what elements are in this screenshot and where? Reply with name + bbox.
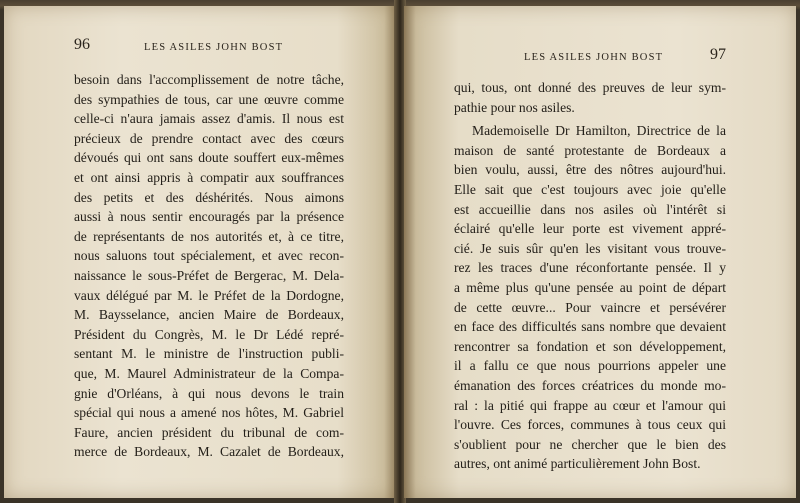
text-line: a même plus qu'une pensée au point de départ <box>454 279 726 295</box>
body-text <box>454 78 726 474</box>
text-line: cié. Je suis sûr qu'en les visitant vous trouve- <box>454 240 726 256</box>
text-line: ral : la pitié qui frappe au cœur et l'amour qui <box>454 397 726 413</box>
text-line: autres, ont animé particulièrement John Bost. <box>454 456 701 472</box>
text-line: sentant M. le ministre de l'instruction publi- <box>74 346 344 362</box>
text-line: des sympathies de tous, car une œuvre comme <box>74 91 344 107</box>
text-line: l'ouvre. Ces forces, communes à tous ceux qui <box>454 417 726 433</box>
text-line: de cette œuvre... Pour vaincre et persévérer <box>454 299 726 315</box>
text-line: nous saluons tout spécialement, et avec recon- <box>74 248 344 264</box>
text-line: Elle sait que c'est toujours avec joie qu'elle <box>454 181 726 197</box>
text-line: rez les traces d'une réconfortante pensée. Il y <box>454 260 726 276</box>
text-line: de représentants de nos autorités et, à ce titre, <box>74 228 344 244</box>
text-line: que, M. Maurel Administrateur de la Compa- <box>74 365 344 381</box>
text-line: Président du Congrès, M. le Dr Lédé repré- <box>74 326 344 342</box>
text-line: est accueillie dans nos asiles où l'intérêt si <box>454 201 726 217</box>
text-line: aussi à nous sentir encouragés par la présence <box>74 209 344 225</box>
text-line: naissance le sous-Préfet de Bergerac, M. Dela- <box>74 267 344 283</box>
running-head: LES ASILES JOHN BOST <box>144 42 284 53</box>
text-line: en face des difficultés sans nombre que devaient <box>454 319 726 335</box>
text-line: et ont ainsi appris à compatir aux souffrances <box>74 169 344 185</box>
text-line: émanation des forces créatrices du monde mo- <box>454 377 726 393</box>
text-line: dévoués qui ont sans doute souffert eux-mêmes <box>74 150 344 166</box>
text-line: Mademoiselle Dr Hamilton, Directrice de la <box>472 123 726 139</box>
text-line: qui, tous, ont donné des preuves de leur sym- <box>454 80 726 95</box>
text-line: rencontrer sa fondation et son développement, <box>454 338 726 354</box>
text-line: M. Baysselance, ancien Maire de Bordeaux, <box>74 307 344 323</box>
text-line: des petits et des déshérités. Nous aimons <box>74 189 344 205</box>
right-page <box>404 6 796 498</box>
text-line: vaux délégué par M. le Préfet de la Dordogne, <box>74 287 344 303</box>
page-number: 96 <box>74 36 90 53</box>
text-line: pathie pour nos asiles. <box>454 99 575 115</box>
text-line: spécial qui nous a amené nos hôtes, M. Gabriel <box>74 405 344 421</box>
text-line: précieux de prendre contact avec des cœurs <box>74 130 344 146</box>
text-line: s'oublient pour ne chercher que le bien des <box>454 436 726 452</box>
text-line: merce de Bordeaux, M. Cazalet de Bordeaux, <box>74 444 344 460</box>
page-number: 97 <box>710 46 726 63</box>
running-head: LES ASILES JOHN BOST <box>524 52 664 63</box>
text-line: celle-ci n'aura jamais assez d'amis. Il nous est <box>74 111 344 127</box>
text-line: Faure, ancien président du tribunal de com- <box>74 424 344 440</box>
text-line: besoin dans l'accomplissement de notre tâche, <box>74 72 344 87</box>
text-line: éclairé qu'elle leur porte est vivement appré- <box>454 221 726 237</box>
text-line: gnie d'Orléans, à qui nous devons le train <box>74 385 344 401</box>
text-line: maison de santé protestante de Bordeaux a <box>454 142 726 158</box>
left-page <box>4 6 396 498</box>
body-text <box>74 70 344 462</box>
text-line: il a fallu ce que nous pourrions appeler une <box>454 358 726 374</box>
text-line: bien voulu, aussi, être des nôtres aujourd'hui. <box>454 162 726 178</box>
